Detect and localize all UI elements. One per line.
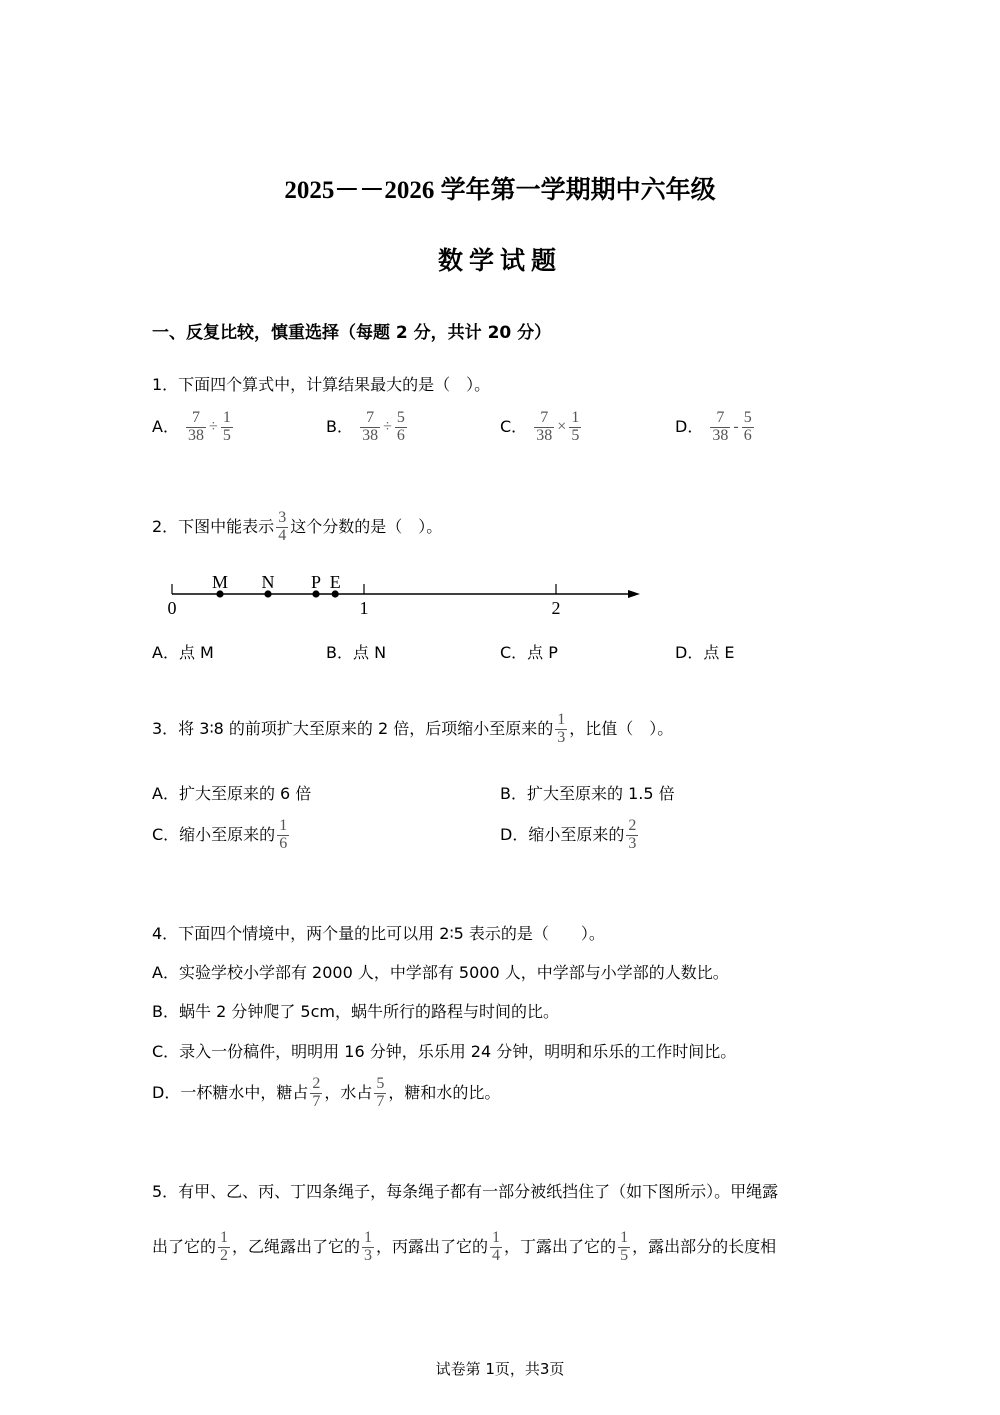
question-1-option-b: B． $\frac{7}{38}$ ÷ $\frac{5}{6}$ xyxy=(326,409,405,444)
question-1-option-a: A． $\frac{7}{38}$ ÷ $\frac{1}{5}$ xyxy=(152,409,231,444)
number-line-tick-label: 0 xyxy=(167,598,177,618)
arrow-head-icon xyxy=(628,590,640,598)
fraction: $\frac{1}{3}$ xyxy=(364,1229,373,1264)
fraction: $\frac{1}{4}$ xyxy=(492,1229,501,1264)
question-5-line-1: 5．有甲、乙、丙、丁四条绳子，每条绳子都有一部分被纸挡住了（如下图所示）。甲绳露 xyxy=(152,1182,779,1201)
fraction: $\frac{5}{6}$ xyxy=(396,409,405,444)
fraction: $\frac{2}{7}$ xyxy=(312,1075,321,1110)
page-footer: 试卷第 1页，共3页 xyxy=(435,1360,565,1378)
question-2-option-c: C．点 P xyxy=(500,643,558,662)
fraction: $\frac{7}{38}$ xyxy=(188,409,205,444)
question-4-option-b: B．蜗牛 2 分钟爬了 5cm，蜗牛所行的路程与时间的比。 xyxy=(152,1002,559,1021)
question-3-option-b: B．扩大至原来的 1.5 倍 xyxy=(500,784,675,803)
fraction: $\frac{1}{5}$ xyxy=(620,1229,629,1264)
number-line-tick-label: 1 xyxy=(359,598,369,618)
number-line-point-label: M xyxy=(211,572,229,592)
fraction: $\frac{1}{3}$ xyxy=(557,711,566,746)
fraction: $\frac{3}{4}$ xyxy=(278,509,287,544)
fraction: $\frac{1}{6}$ xyxy=(279,817,288,852)
question-4-option-a: A．实验学校小学部有 2000 人，中学部有 5000 人，中学部与小学部的人数比。 xyxy=(152,963,729,982)
section-heading: 一、反复比较，慎重选择（每题 2 分，共计 20 分） xyxy=(152,323,552,343)
number-line xyxy=(160,565,660,625)
number-line-point-label: N xyxy=(261,572,275,592)
number-line-tick-label: 2 xyxy=(551,598,561,618)
number-line-point-label: P xyxy=(310,572,322,592)
fraction: $\frac{1}{5}$ xyxy=(222,409,231,444)
question-2-stem: 2．下图中能表示 $\frac{3}{4}$ 这个分数的是（ ）。 xyxy=(152,509,443,544)
question-1-option-d: D． $\frac{7}{38}$ - $\frac{5}{6}$ xyxy=(675,409,752,444)
question-4-option-d: D．一杯糖水中，糖占 $\frac{2}{7}$ ，水占 $\frac{5}{7}$ ，糖和水的比。 xyxy=(152,1075,501,1110)
exam-title: 2025－－2026 学年第一学期期中六年级 xyxy=(284,177,716,204)
question-1-stem: 1．下面四个算式中，计算结果最大的是（ ）。 xyxy=(152,375,491,394)
question-2-option-a: A．点 M xyxy=(152,643,214,662)
fraction: $\frac{7}{38}$ xyxy=(536,409,553,444)
question-5-line-2: 出了它的 $\frac{1}{2}$ ，乙绳露出了它的 $\frac{1}{3}$ ，丙露出了它的 $\frac{1}{4}$ ，丁露出了它的 $\frac{1}{5}$ ，露出部分的长度相 xyxy=(152,1229,777,1264)
question-4-stem: 4．下面四个情境中，两个量的比可以用 2∶5 表示的是（ ）。 xyxy=(152,924,605,943)
fraction: $\frac{7}{38}$ xyxy=(712,409,729,444)
question-1-option-c: C． $\frac{7}{38}$ × $\frac{1}{5}$ xyxy=(500,409,580,444)
question-3-option-d: D．缩小至原来的 $\frac{2}{3}$ xyxy=(500,817,637,852)
fraction: $\frac{1}{2}$ xyxy=(220,1229,229,1264)
question-2-option-d: D．点 E xyxy=(675,643,735,662)
question-2-option-b: B．点 N xyxy=(326,643,387,662)
fraction: $\frac{5}{7}$ xyxy=(376,1075,385,1110)
question-3-option-c: C．缩小至原来的 $\frac{1}{6}$ xyxy=(152,817,288,852)
fraction: $\frac{5}{6}$ xyxy=(743,409,752,444)
fraction: $\frac{7}{38}$ xyxy=(362,409,379,444)
fraction: $\frac{1}{5}$ xyxy=(571,409,580,444)
number-line-point-label: E xyxy=(329,572,341,592)
question-3-stem: 3．将 3∶8 的前项扩大至原来的 2 倍，后项缩小至原来的 $\frac{1}{3}$ ，比值（ ）。 xyxy=(152,711,674,746)
question-4-option-c: C．录入一份稿件，明明用 16 分钟，乐乐用 24 分钟，明明和乐乐的工作时间比。 xyxy=(152,1042,737,1061)
exam-subtitle: 数学试题 xyxy=(437,246,562,275)
fraction: $\frac{2}{3}$ xyxy=(628,817,637,852)
question-3-option-a: A．扩大至原来的 6 倍 xyxy=(152,784,312,803)
